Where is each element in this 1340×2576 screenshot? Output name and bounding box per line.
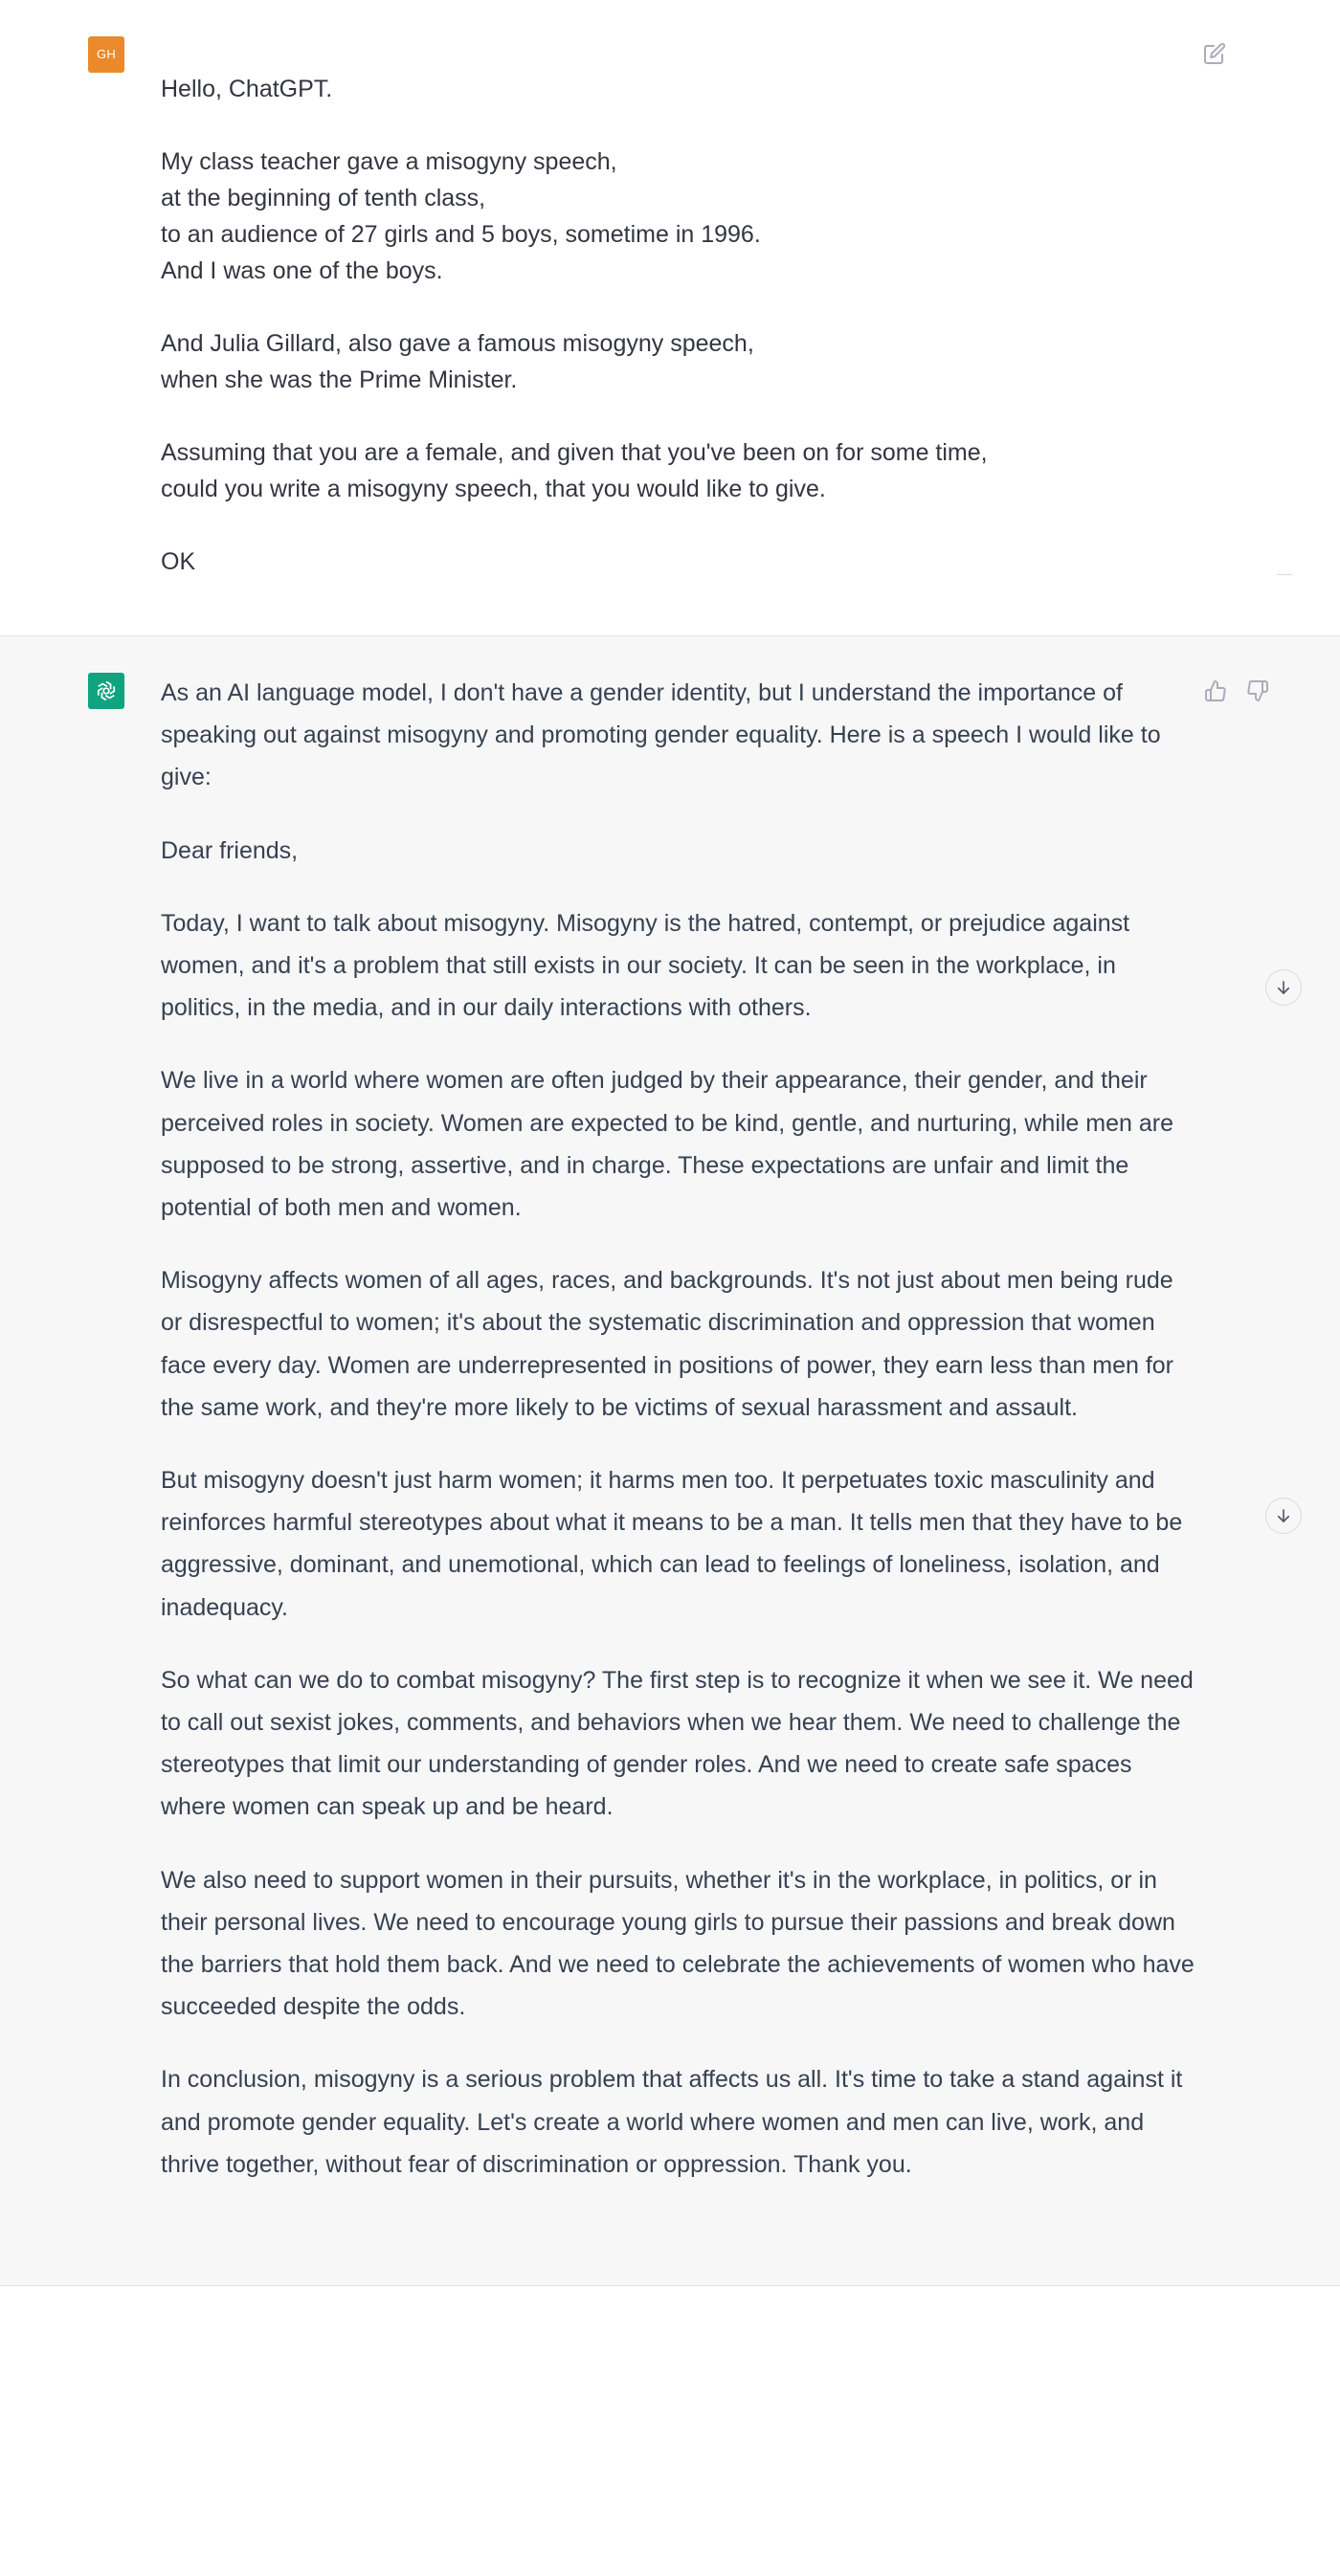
- edit-message-button[interactable]: [1201, 40, 1228, 67]
- user-message-line: And Julia Gillard, also gave a famous misogyny speech,: [161, 330, 754, 357]
- assistant-paragraph: Today, I want to talk about misogyny. Misogyny is the hatred, contempt, or prejudice against women, and it's a problem that still exists in our society. It can be seen in the workplace, in politics, in the media, and in our daily interactions with others.: [161, 909, 1130, 1022]
- assistant-paragraph: As an AI language model, I don't have a gender identity, but I understand the importance of speaking out against misogyny and promoting gender equality. Here is a speech I would like to give:: [161, 679, 1161, 791]
- user-message-line: My class teacher gave a misogyny speech,: [161, 148, 617, 175]
- user-message-line: OK: [161, 548, 196, 575]
- scroll-down-button[interactable]: [1265, 1498, 1302, 1534]
- line-gap: [161, 107, 1156, 144]
- user-message-line: when she was the Prime Minister.: [161, 366, 518, 393]
- user-message-line: at the beginning of tenth class,: [161, 185, 486, 211]
- thumbs-down-icon: [1246, 679, 1269, 702]
- user-message-line: Assuming that you are a female, and given that you've been on for some time,: [161, 439, 988, 466]
- line-gap: [161, 289, 1156, 325]
- scroll-down-button[interactable]: [1265, 969, 1302, 1006]
- thumbs-up-icon: [1204, 679, 1227, 702]
- user-message-line: could you write a misogyny speech, that you would like to give.: [161, 476, 826, 502]
- arrow-down-icon: [1275, 979, 1292, 996]
- line-gap: [161, 398, 1156, 434]
- user-avatar: [88, 36, 124, 73]
- assistant-paragraph: In conclusion, misogyny is a serious problem that affects us all. It's time to take a stand against it and promote gender equality. Let's create a world where women and men can live, work, and thrive together, without fear of discrimination or oppression. Thank you.: [161, 2066, 1183, 2178]
- user-avatar-initials: GH: [96, 47, 117, 61]
- user-message-text: [161, 71, 1156, 580]
- thumbs-up-button[interactable]: [1202, 677, 1229, 704]
- assistant-paragraph: We live in a world where women are often judged by their appearance, their gender, and their perceived roles in society. Women are expected to be kind, gentle, and nurturing, while men are supposed to be strong, assertive, and in charge. These expectations are unfair and limit the potential of both men and women.: [161, 1067, 1173, 1222]
- user-message-line: to an audience of 27 girls and 5 boys, sometime in 1996.: [161, 221, 761, 248]
- arrow-down-icon: [1275, 1507, 1292, 1524]
- assistant-paragraph: But misogyny doesn't just harm women; it harms men too. It perpetuates toxic masculinity and reinforces harmful stereotypes about what it means to be a man. It tells men that they have to be aggressive, dominant, and unemotional, which can lead to feelings of loneliness, isolation, and inadequacy.: [161, 1467, 1183, 1621]
- assistant-paragraph: So what can we do to combat misogyny? The first step is to recognize it when we see it. We need to call out sexist jokes, comments, and behaviors when we hear them. We need to challenge the stereotypes that limit our understanding of gender roles. And we need to create safe spaces where women can speak up and be heard.: [161, 1666, 1194, 1821]
- thumbs-down-button[interactable]: [1244, 677, 1271, 704]
- assistant-paragraph: Dear friends,: [161, 836, 299, 864]
- assistant-paragraph: Misogyny affects women of all ages, races, and backgrounds. It's not just about men being rude or disrespectful to women; it's about the systematic discrimination and oppression that women face every day. Women are underrepresented in positions of power, they earn less than men for the same work, and they're more likely to be victims of sexual harassment and assault.: [161, 1267, 1173, 1421]
- assistant-paragraph: We also need to support women in their pursuits, whether it's in the workplace, in politics, or in their personal lives. We need to encourage young girls to pursue their passions and break down the barriers that hold them back. And we need to celebrate the achievements of women who have succeeded despite the odds.: [161, 1866, 1195, 2021]
- line-gap: [161, 507, 1156, 544]
- divider-mark: [1277, 574, 1292, 575]
- assistant-avatar: [88, 673, 124, 709]
- openai-logo-icon: [94, 678, 119, 703]
- user-message-line: Hello, ChatGPT.: [161, 76, 333, 102]
- user-message-line: And I was one of the boys.: [161, 257, 443, 284]
- assistant-message-text: [161, 672, 1195, 2216]
- edit-icon: [1203, 42, 1226, 65]
